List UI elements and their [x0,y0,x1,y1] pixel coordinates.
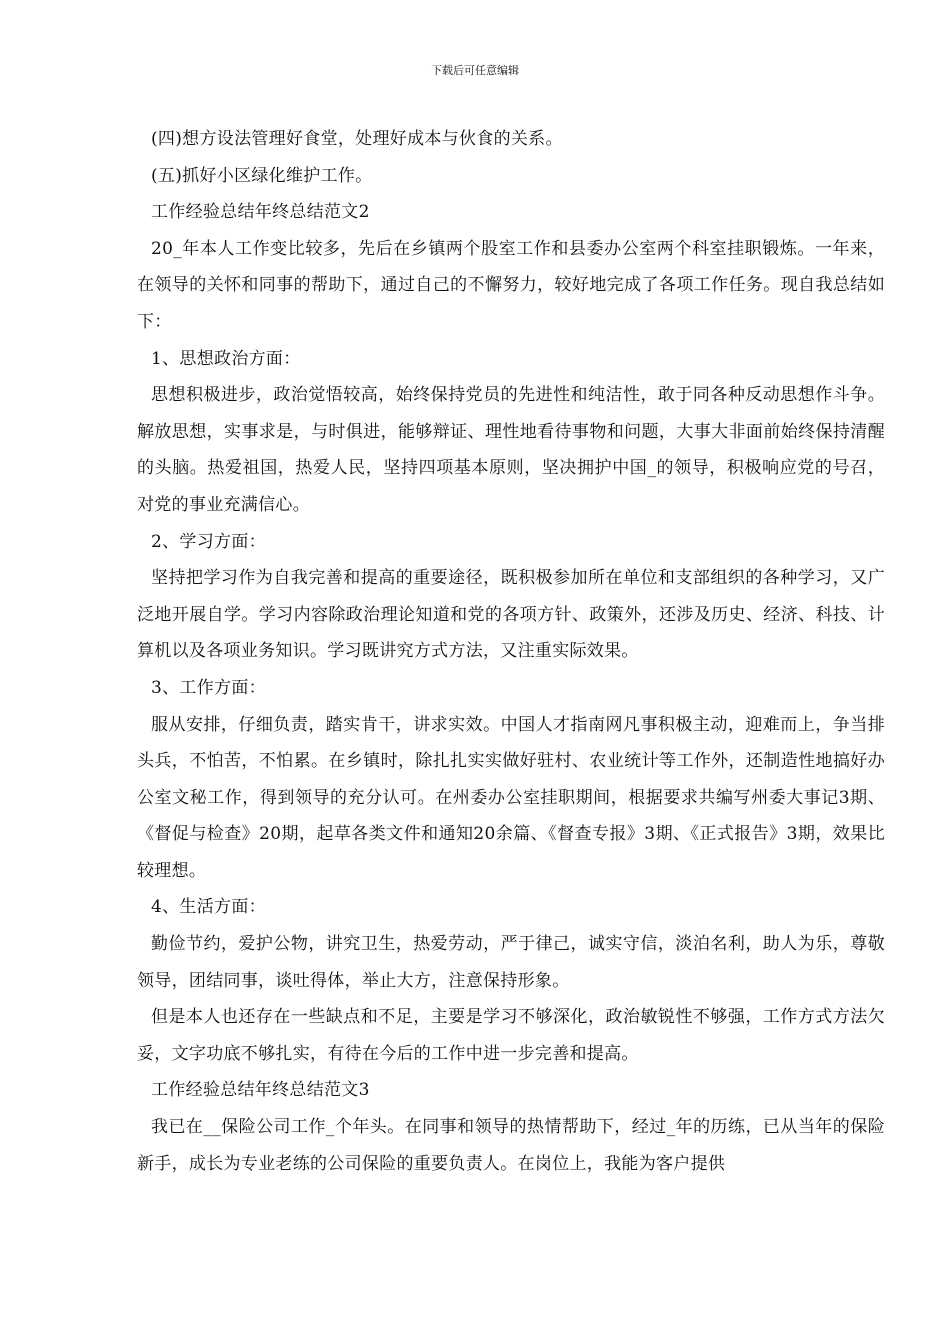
paragraph-shortcomings: 但是本人也还存在一些缺点和不足，主要是学习不够深化，政治敏锐性不够强，工作方式方法欠妥，文字功底不够扎实，有待在今后的工作中进一步完善和提高。 [137,1007,885,1064]
document-body [137,121,885,1182]
paragraph-insurance: 我已在__保险公司工作_个年头。在同事和领导的热情帮助下，经过_年的历练，已从当年的保险新手，成长为专业老练的公司保险的重要负责人。在岗位上，我能为客户提供 [137,1117,885,1174]
section-title-3: 工作经验总结年终总结范文3 [151,1080,370,1101]
list-item-greening: (五)抓好小区绿化维护工作。 [151,165,373,186]
paragraph-work: 服从安排，仔细负责，踏实肯干，讲求实效。中国人才指南网凡事积极主动，迎难而上，争当排头兵，不怕苦，不怕累。在乡镇时，除扎扎实实做好驻村、农业统计等工作外，还制造性地搞好办公室文秘工作，得到领导的充分认可。在州委办公室挂职期间，根据要求共编写州委大事记3期、《督促与检查》20期，起草各类文件和通知20余篇、《督查专报》3期、《正式报告》3期，效果比较理想。 [137,714,885,881]
page-header: 下载后可任意编辑 [431,64,519,77]
heading-politics: 1、思想政治方面： [151,348,301,369]
heading-life: 4、生活方面： [151,897,266,918]
paragraph-politics: 思想积极进步，政治觉悟较高，始终保持党员的先进性和纯洁性，敢于同各种反动思想作斗争。解放思想，实事求是，与时俱进，能够辩证、理性地看待事物和问题，大事大非面前始终保持清醒的头脑。热爱祖国，热爱人民，坚持四项基本原则，坚决拥护中国_的领导，积极响应党的号召，对党的事业充满信心。 [137,385,885,515]
heading-work: 3、工作方面： [151,677,266,698]
paragraph-life: 勤俭节约，爱护公物，讲究卫生，热爱劳动，严于律己，诚实守信，淡泊名利，助人为乐，尊敬领导，团结同事，谈吐得体，举止大方，注意保持形象。 [137,934,885,991]
list-item-canteen: (四)想方设法管理好食堂，处理好成本与伙食的关系。 [151,129,563,149]
heading-study: 2、学习方面： [151,531,266,552]
intro-paragraph: 20_年本人工作变比较多，先后在乡镇两个股室工作和县委办公室两个科室挂职锻炼。一年来，在领导的关怀和同事的帮助下，通过自己的不懈努力，较好地完成了各项工作任务。现自我总结如下： [137,238,885,332]
section-title-2: 工作经验总结年终总结范文2 [151,202,370,223]
paragraph-study: 坚持把学习作为自我完善和提高的重要途径，既积极参加所在单位和支部组织的各种学习，又广泛地开展自学。学习内容除政治理论知道和党的各项方针、政策外，还涉及历史、经济、科技、计算机以及各项业务知识。学习既讲究方式方法，又注重实际效果。 [137,568,885,662]
